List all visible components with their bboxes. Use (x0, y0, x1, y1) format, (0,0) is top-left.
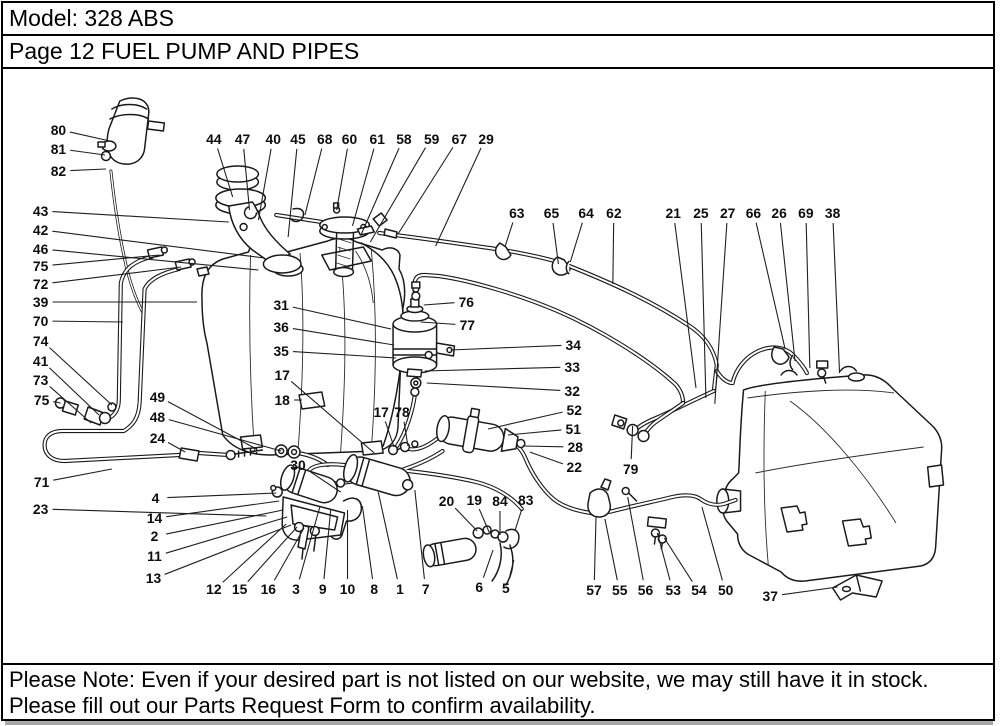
callout-19: 19 (466, 491, 482, 509)
callout-leader-13 (165, 525, 292, 574)
callout-60: 60 (341, 130, 358, 148)
callout-36: 36 (273, 318, 289, 336)
callout-50: 50 (717, 581, 734, 599)
callout-26: 26 (771, 204, 787, 222)
callout-4: 4 (151, 489, 160, 507)
callout-5: 5 (502, 579, 510, 597)
callout-61: 61 (369, 130, 385, 148)
callout-20: 20 (438, 492, 455, 510)
callout-72: 72 (32, 275, 49, 293)
callout-leader-62 (613, 223, 614, 284)
callout-53: 53 (665, 581, 681, 599)
callout-45: 45 (290, 130, 306, 148)
callout-leader-83 (515, 509, 522, 531)
callout-56: 56 (637, 581, 654, 599)
callout-leader-24 (168, 442, 185, 452)
callout-leader-4 (167, 493, 276, 498)
callout-leader-71 (53, 469, 112, 480)
callout-83: 83 (518, 491, 534, 509)
callout-42: 42 (32, 221, 49, 239)
callout-leader-21 (675, 223, 696, 388)
callout-leader-34 (450, 345, 561, 350)
callout-leader-40 (258, 149, 271, 220)
callout-57: 57 (586, 581, 602, 599)
callout-43: 43 (32, 202, 49, 220)
note-line-1: Please Note: Even if your desired part is not listed on our website, we may still have it in stock. (9, 667, 929, 692)
callout-59: 59 (423, 130, 440, 148)
callout-51: 51 (565, 420, 581, 438)
callout-11: 11 (147, 547, 162, 565)
callout-leader-61 (352, 149, 373, 226)
callout-leader-76 (424, 303, 455, 305)
callout-leader-63 (505, 222, 513, 247)
model-label: Model: 328 ABS (9, 5, 174, 31)
callout-22: 22 (566, 458, 582, 476)
left-fuel-tank (202, 238, 405, 455)
right-fuel-tank (717, 367, 944, 582)
callout-leader-50 (702, 507, 722, 580)
pipe-end-fittings (148, 247, 209, 276)
callout-81: 81 (50, 140, 67, 158)
callout-leader-66 (756, 223, 785, 349)
callout-12: 12 (206, 580, 222, 598)
callout-31: 31 (273, 296, 289, 314)
callout-78: 78 (394, 403, 410, 421)
callout-73: 73 (32, 371, 49, 389)
callout-1: 1 (396, 580, 404, 598)
callout-15: 15 (231, 580, 248, 598)
footer-note (3, 663, 993, 719)
auxiliary-pump (422, 526, 519, 585)
callout-leader-45 (288, 149, 297, 237)
note-line-2: Please fill out our Parts Request Form to confirm availability. (9, 693, 596, 718)
callout-77: 77 (459, 316, 476, 334)
parts-diagram (3, 69, 993, 663)
callout-leader-33 (425, 367, 561, 371)
callout-leader-37 (782, 587, 838, 595)
callout-leader-55 (605, 519, 617, 580)
callout-75: 75 (33, 391, 50, 409)
callout-55: 55 (612, 581, 628, 599)
callout-leader-81 (70, 150, 105, 155)
callout-62: 62 (606, 204, 622, 222)
callout-leader-43 (52, 212, 228, 222)
callout-leader-57 (594, 517, 596, 580)
callout-leader-28 (523, 446, 564, 447)
callout-82: 82 (50, 162, 67, 180)
callout-40: 40 (265, 130, 281, 148)
filler-hose (98, 98, 164, 164)
catalog-page (1, 1, 995, 721)
callout-52: 52 (566, 401, 582, 419)
callout-74: 74 (32, 332, 49, 350)
callout-leader-38 (833, 223, 839, 373)
callout-leader-11 (166, 517, 287, 553)
callout-21: 21 (665, 204, 681, 222)
fuel-accumulator (434, 403, 529, 462)
callout-leader-52 (488, 412, 563, 429)
callout-17: 17 (373, 403, 389, 421)
callout-49: 49 (149, 388, 166, 406)
callout-84: 84 (492, 492, 508, 510)
callout-33: 33 (564, 358, 580, 376)
callout-76: 76 (458, 293, 475, 311)
callout-17: 17 (274, 366, 290, 384)
callout-leader-70 (52, 321, 122, 322)
callout-leader-7 (415, 490, 425, 579)
callout-65: 65 (543, 204, 560, 222)
diagram-svg (3, 69, 993, 663)
callout-14: 14 (146, 509, 163, 527)
callout-71: 71 (33, 473, 50, 491)
callout-35: 35 (273, 342, 289, 360)
callout-79: 79 (622, 460, 639, 478)
tank-bracket (833, 575, 883, 600)
callout-leader-80 (70, 132, 110, 141)
callout-32: 32 (564, 382, 580, 400)
callout-leader-68 (305, 149, 322, 215)
callout-63: 63 (509, 204, 525, 222)
callout-leader-69 (806, 223, 810, 368)
callout-leader-22 (530, 452, 563, 464)
callout-7: 7 (421, 580, 430, 598)
page-title: Page 12 FUEL PUMP AND PIPES (9, 38, 360, 64)
callout-66: 66 (745, 204, 762, 222)
callout-6: 6 (475, 578, 484, 596)
callout-69: 69 (798, 204, 814, 222)
callout-67: 67 (451, 130, 468, 148)
callout-25: 25 (693, 204, 709, 222)
callout-54: 54 (691, 581, 707, 599)
callout-leader-32 (427, 383, 561, 390)
callout-28: 28 (567, 438, 583, 456)
callout-29: 29 (478, 130, 494, 148)
callout-41: 41 (32, 352, 49, 370)
callout-leader-5 (509, 560, 514, 578)
callout-75: 75 (32, 257, 49, 275)
callout-46: 46 (32, 240, 49, 258)
callout-leader-6 (483, 550, 493, 578)
page-title-header (3, 36, 993, 69)
callout-leader-82 (70, 169, 106, 171)
callout-3: 3 (292, 580, 300, 598)
callout-39: 39 (32, 293, 49, 311)
callout-leader-64 (570, 223, 582, 262)
callout-leader-29 (436, 148, 481, 246)
callout-leader-20 (455, 508, 477, 531)
callout-24: 24 (149, 429, 166, 447)
callout-16: 16 (260, 580, 277, 598)
callout-27: 27 (719, 204, 736, 222)
callout-30: 30 (290, 456, 306, 474)
callout-leader-1 (378, 492, 397, 579)
callout-44: 44 (206, 130, 222, 148)
model-header (3, 3, 993, 36)
callout-9: 9 (318, 580, 327, 598)
callout-10: 10 (339, 580, 356, 598)
callout-68: 68 (317, 130, 333, 148)
callout-64: 64 (578, 204, 594, 222)
callout-leader-67 (398, 147, 453, 234)
callout-47: 47 (234, 130, 251, 148)
callout-34: 34 (565, 336, 581, 354)
callout-8: 8 (370, 580, 379, 598)
callout-48: 48 (149, 408, 166, 426)
callout-2: 2 (150, 527, 159, 545)
callout-leader-8 (362, 506, 372, 579)
callout-38: 38 (824, 204, 841, 222)
callout-80: 80 (50, 121, 67, 139)
callout-58: 58 (396, 130, 412, 148)
callout-37: 37 (762, 587, 778, 605)
callout-leader-51 (508, 430, 562, 435)
page-shadow (5, 721, 993, 725)
callout-13: 13 (145, 569, 162, 587)
callout-70: 70 (32, 312, 49, 330)
callout-23: 23 (32, 500, 49, 518)
callout-leader-56 (628, 497, 644, 580)
callout-leader-60 (337, 149, 348, 210)
callout-18: 18 (274, 391, 290, 409)
callout-leader-25 (701, 223, 706, 398)
